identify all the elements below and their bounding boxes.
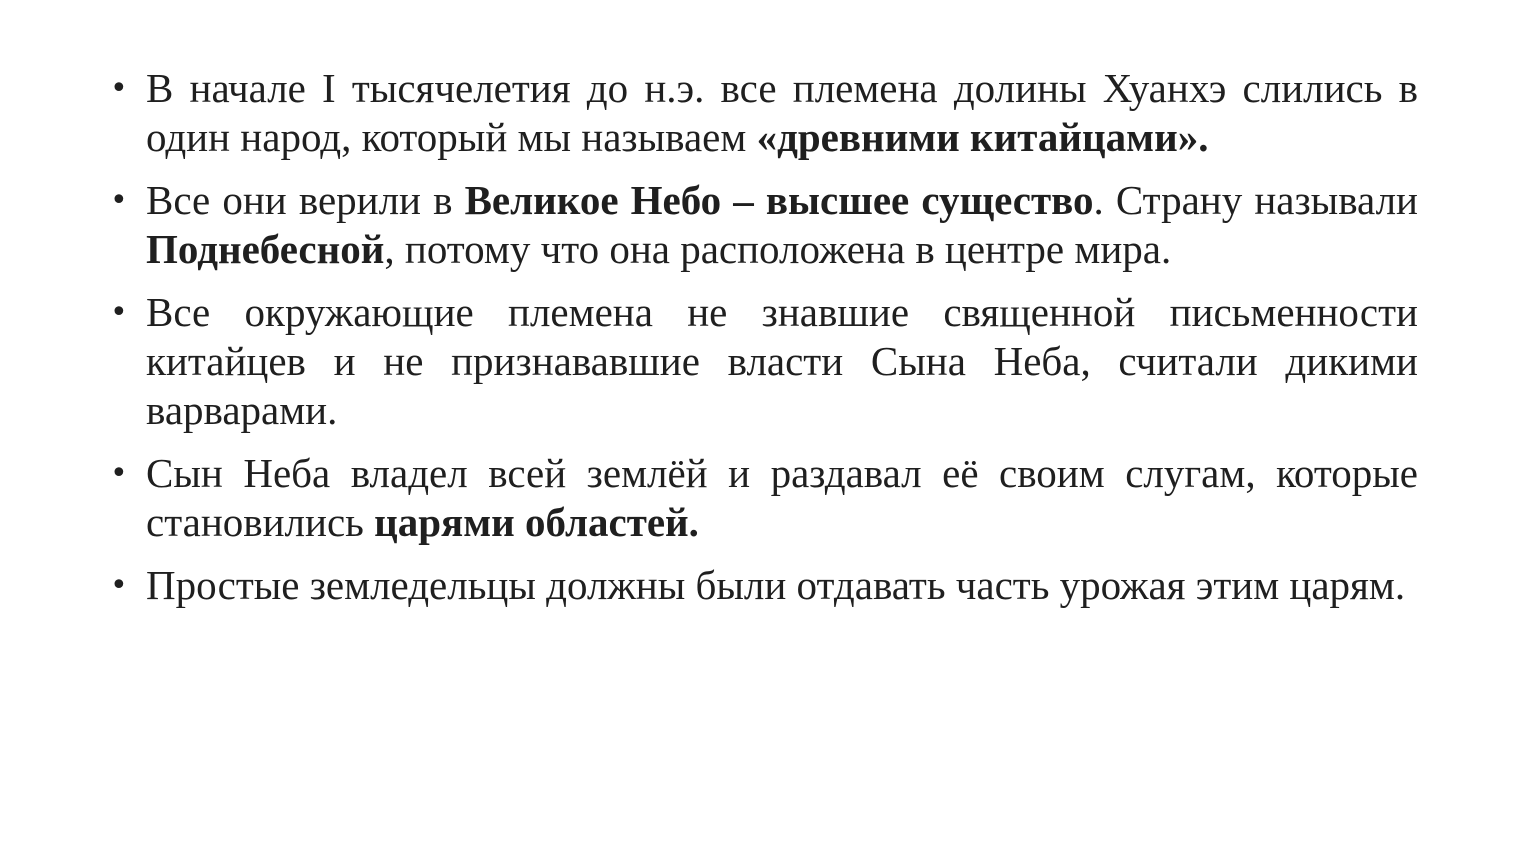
bullet-text: . Страну называли: [1093, 177, 1418, 223]
bullet-item-3: [110, 288, 1418, 435]
bullet-text: Все окружающие племена не знавшие священной письменности китайцев и не признававшие власти Сына Неба, считали дикими варварами.: [146, 289, 1418, 433]
bullet-marker: •: [110, 71, 128, 106]
bullet-item-1: [110, 64, 1418, 162]
bullet-marker: •: [110, 568, 128, 603]
bullet-text: Все они верили в: [146, 177, 465, 223]
bullet-item-4: [110, 449, 1418, 547]
bullet-text: Сын Неба владел всей землёй и раздавал её своим слугам, которые становились: [146, 450, 1418, 545]
bullet-marker: •: [110, 295, 128, 330]
bullet-item-2: [110, 176, 1418, 274]
bullet-text: , потому что она расположена в центре мира.: [384, 226, 1172, 272]
bullet-item-5: [110, 561, 1418, 610]
bullet-bold-text: царями областей.: [374, 499, 699, 545]
bullet-bold-text: Великое Небо – высшее существо: [464, 177, 1094, 223]
bullet-bold-text: Поднебесной: [146, 226, 385, 272]
bullet-bold-text: «древними китайцами».: [756, 114, 1209, 160]
bullet-marker: •: [110, 183, 128, 218]
bullet-marker: •: [110, 456, 128, 491]
bullet-text: Простые земледельцы должны были отдавать часть урожая этим царям.: [146, 562, 1406, 608]
bullet-list: [110, 64, 1418, 624]
bullet-text: В начале I тысячелетия до н.э. все племена долины Хуанхэ слились в один народ, который мы называем: [146, 65, 1418, 160]
